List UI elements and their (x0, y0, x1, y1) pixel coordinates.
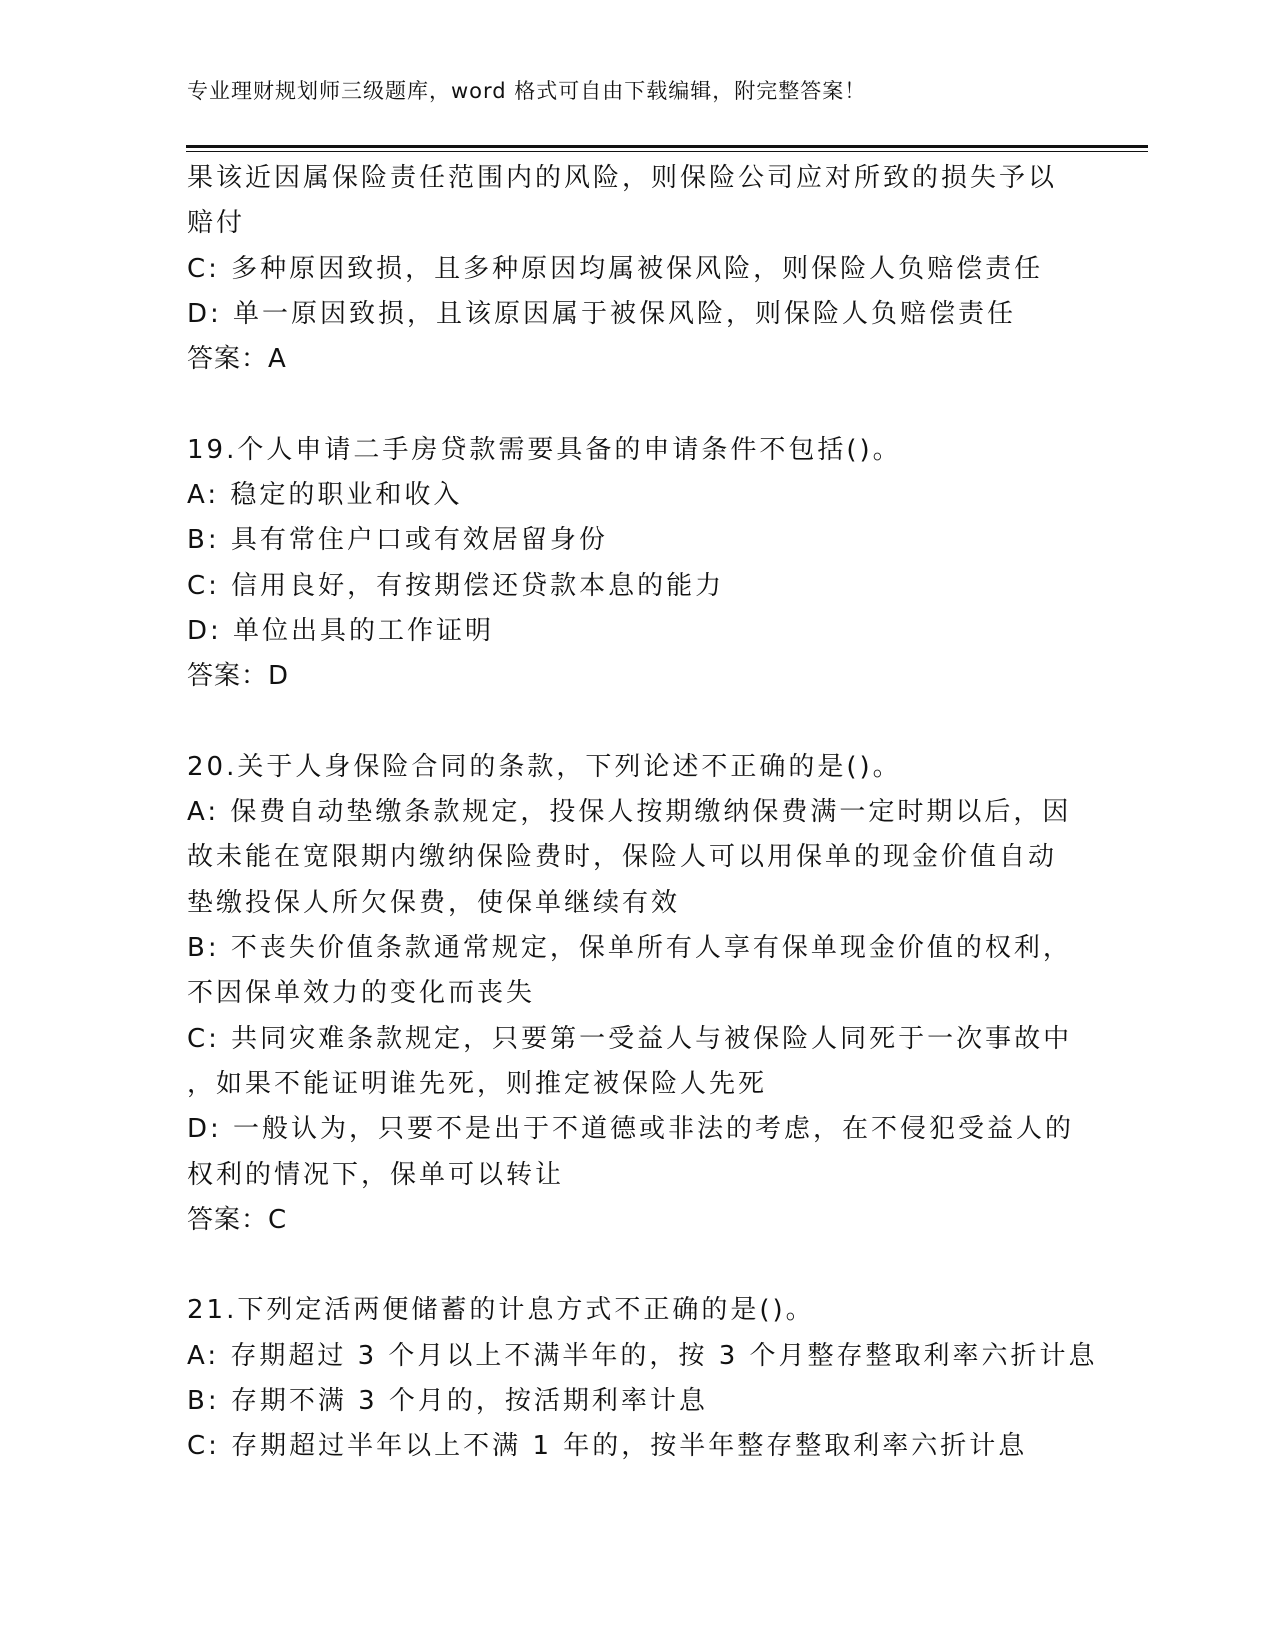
header-rule-thick (186, 145, 1148, 148)
q18-option-b-line-2: 果该近因属保险责任范围内的风险，则保险公司应对所致的损失予以 (187, 163, 1058, 193)
spacer (187, 1243, 1087, 1288)
question-19 (187, 428, 1087, 700)
q21-option-a: A: 存期超过 3 个月以上不满半年的，按 3 个月整存整取利率六折计息 (187, 1340, 1098, 1371)
q20-option-c-line-2: ，如果不能证明谁先死，则推定被保险人先死 (187, 1068, 768, 1099)
q18-answer: 答案：A (187, 344, 287, 375)
question-21 (187, 1288, 1098, 1469)
q19-option-c: C: 信用良好，有按期偿还贷款本息的能力 (187, 570, 725, 601)
q20-option-a-line-2: 故未能在宽限期内缴纳保险费时，保险人可以用保单的现金价值自动 (187, 842, 1058, 873)
q19-answer: 答案：D (187, 661, 290, 692)
q18-option-d: D: 单一原因致损，且该原因属于被保风险，则保险人负赔偿责任 (187, 298, 1017, 329)
q20-option-a-line-3: 垫缴投保人所欠保费，使保单继续有效 (187, 887, 681, 918)
q20-option-d-line-1: D: 一般认为，只要不是出于不道德或非法的考虑，在不侵犯受益人的 (187, 1114, 1075, 1145)
q21-stem: 21.下列定活两便储蓄的计息方式不正确的是()。 (187, 1295, 815, 1326)
q18-option-c: C: 多种原因致损，且多种原因均属被保风险，则保险人负赔偿责任 (187, 253, 1044, 284)
q19-option-b: B: 具有常住户口或有效居留身份 (187, 525, 608, 556)
q19-option-a: A: 稳定的职业和收入 (187, 480, 463, 511)
q19-stem: 19.个人申请二手房贷款需要具备的申请条件不包括()。 (187, 434, 902, 465)
q18-option-b-line-3: 赔付 (187, 208, 246, 239)
q20-option-d-line-2: 权利的情况下，保单可以转让 (187, 1159, 565, 1190)
q20-answer: 答案：C (187, 1204, 288, 1235)
q20-option-b-line-2: 不因保单效力的变化而丧失 (187, 978, 536, 1009)
question-content (187, 156, 1098, 1470)
header-rule-thin (186, 151, 1148, 152)
spacer (187, 700, 1087, 745)
question-20 (187, 745, 1087, 1243)
page-header: 专业理财规划师三级题库，word 格式可自由下载编辑，附完整答案！ (187, 79, 867, 103)
q20-option-a-line-1: A: 保费自动垫缴条款规定，投保人按期缴纳保费满一定时期以后，因 (187, 797, 1072, 828)
question-18-continued (187, 156, 1087, 382)
q21-option-c: C: 存期超过半年以上不满 1 年的，按半年整存整取利率六折计息 (187, 1431, 1028, 1462)
spacer (187, 382, 1087, 427)
q20-option-c-line-1: C: 共同灾难条款规定，只要第一受益人与被保险人同死于一次事故中 (187, 1023, 1073, 1054)
q19-option-d: D: 单位出具的工作证明 (187, 615, 495, 646)
q21-option-b: B: 存期不满 3 个月的，按活期利率计息 (187, 1386, 708, 1417)
q20-stem: 20.关于人身保险合同的条款，下列论述不正确的是()。 (187, 751, 902, 782)
q20-option-b-line-1: B: 不丧失价值条款通常规定，保单所有人享有保单现金价值的权利， (187, 933, 1072, 964)
